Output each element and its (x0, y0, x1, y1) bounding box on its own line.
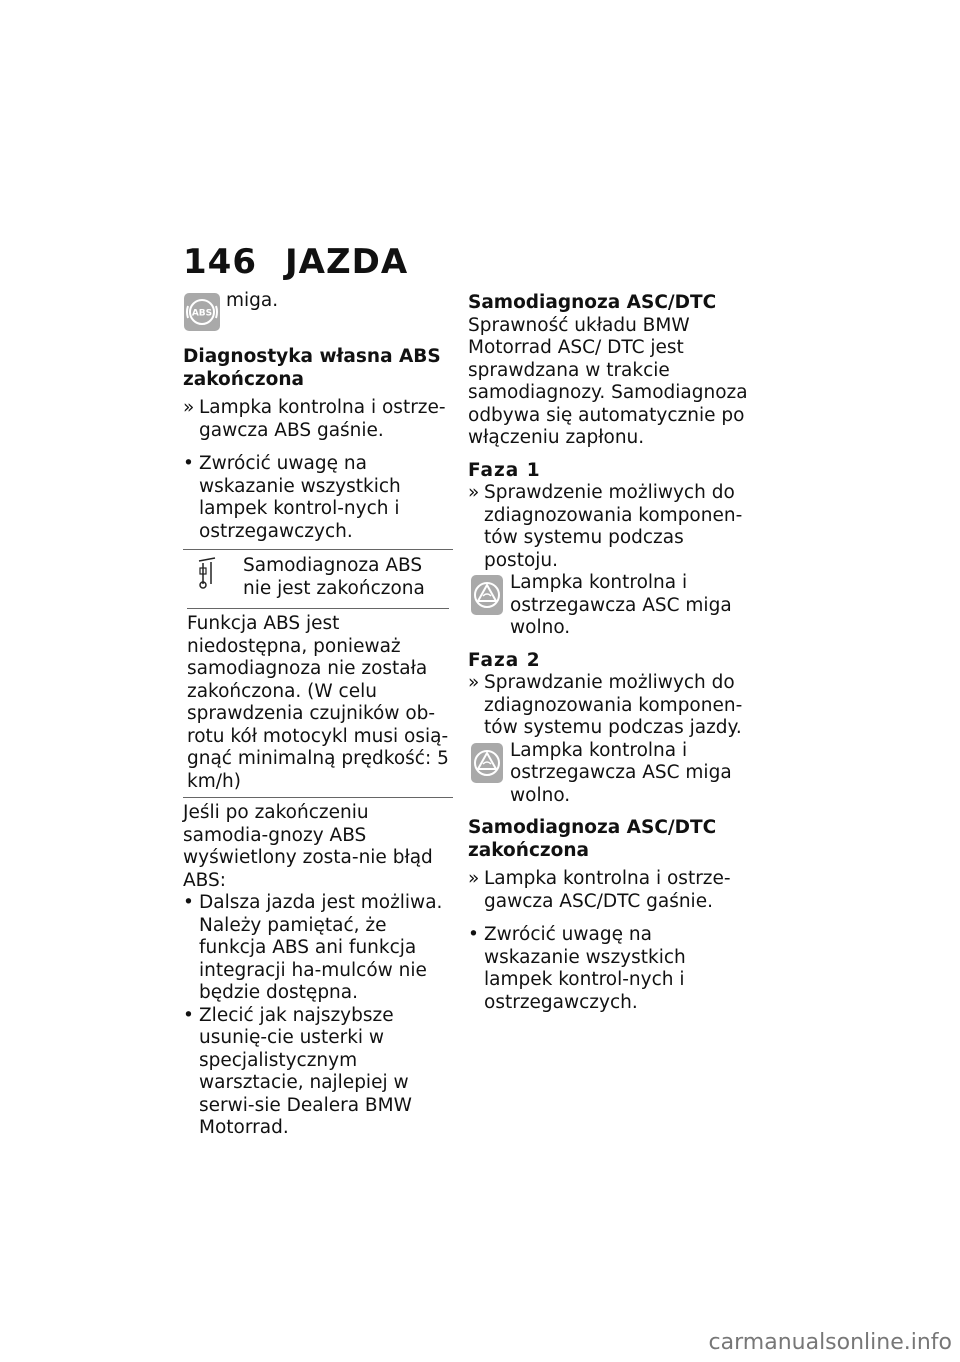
bullet-item (183, 1005, 453, 1140)
diag-result-text: Lampka kontrolna i ostrze-gawcza ABS gaśnie. (199, 397, 446, 441)
motorcycle-note-icon (187, 554, 243, 600)
bullet-text-2: Dalsza jazda jest możliwa. Należy pamiętać, że funkcja ABS ani funkcja integracji ha-mulców nie będzie dostępna. (199, 892, 443, 1003)
asc-warning-icon (470, 742, 504, 791)
phase2-lamp-row (468, 740, 753, 808)
bullet-marker: • (183, 892, 194, 913)
phase1-heading: Faza 1 (468, 459, 541, 481)
asc-intro: Sprawność układu BMW Motorrad ASC/ DTC jest sprawdzana w trakcie samodiagnozy. Samodiagnoza odbywa się automatycznie po włączeniu zapłonu. (468, 314, 748, 448)
result-marker: » (183, 397, 195, 418)
bullet-marker: • (183, 1004, 194, 1026)
done-result-item (468, 868, 753, 913)
phase1-lamp-row (468, 572, 753, 640)
svg-text:ABS: ABS (191, 308, 213, 319)
phase2-heading: Faza 2 (468, 649, 541, 671)
asc-warning-icon (470, 574, 504, 623)
abs-warning-icon (183, 292, 221, 339)
bullet-marker: • (468, 924, 479, 945)
left-column (183, 290, 453, 1140)
note-title: Samodiagnoza ABS nie jest zakończona (243, 555, 425, 599)
asc-heading: Samodiagnoza ASC/DTC (468, 292, 717, 313)
phase2-lamp-text: Lampka kontrolna i ostrzegawcza ASC miga wolno. (510, 739, 732, 806)
diag-result-item (183, 397, 453, 442)
chapter-title: JAZDA (285, 242, 409, 282)
bullet-item (183, 453, 453, 543)
abs-lamp-tail: miga. (226, 290, 279, 311)
page-number: 146 (183, 242, 257, 282)
abs-lamp-row (183, 290, 453, 336)
note-header (187, 554, 449, 609)
phase1-lamp-text: Lampka kontrolna i ostrzegawcza ASC miga wolno. (510, 572, 732, 638)
bullet-text-1: Zwrócić uwagę na wskazanie wszystkich lampek kontrol-nych i ostrzegawczych. (199, 453, 401, 542)
phase1-item (468, 482, 753, 572)
after-note-text: Jeśli po zakończeniu samodia-gnozy ABS wyświetlony zosta-nie błąd ABS: (183, 802, 433, 891)
phase1-item-text: Sprawdzenie możliwych do zdiagnozowania komponen-tów systemu podczas postoju. (484, 482, 743, 571)
page-header (183, 244, 408, 280)
done-result-text: Lampka kontrolna i ostrze-gawcza ASC/DTC gaśnie. (484, 868, 731, 912)
note-box (183, 549, 453, 798)
done-bullet-text: Zwrócić uwagę na wskazanie wszystkich lampek kontrol-nych i ostrzegawczych. (484, 924, 686, 1013)
diag-heading: Diagnostyka własna ABS zakończona (183, 346, 441, 390)
right-column (468, 292, 753, 1014)
result-marker: » (468, 868, 480, 889)
bullet-item (183, 892, 453, 1005)
done-heading: Samodiagnoza ASC/DTC zakończona (468, 817, 717, 861)
watermark: carmanualsonline.info (708, 1329, 952, 1355)
bullet-item (468, 924, 753, 1014)
phase2-item-text: Sprawdzanie możliwych do zdiagnozowania komponen-tów systemu podczas jazdy. (484, 672, 743, 738)
note-body: Funkcja ABS jest niedostępna, ponieważ samodiagnoza nie została zakończona. (W celu sprawdzenia czujników ob-rotu kół motocykl musi osią-gnąć minimalną prędkość: 5 km/h) (187, 613, 449, 792)
result-marker: » (468, 482, 480, 503)
bullet-marker: • (183, 453, 194, 474)
bullet-text-3: Zlecić jak najszybsze usunię-cie usterki w specjalistycznym warsztacie, najlepiej w serwi-sie Dealera BMW Motorrad. (199, 1004, 412, 1138)
phase2-item (468, 672, 753, 740)
result-marker: » (468, 672, 480, 693)
